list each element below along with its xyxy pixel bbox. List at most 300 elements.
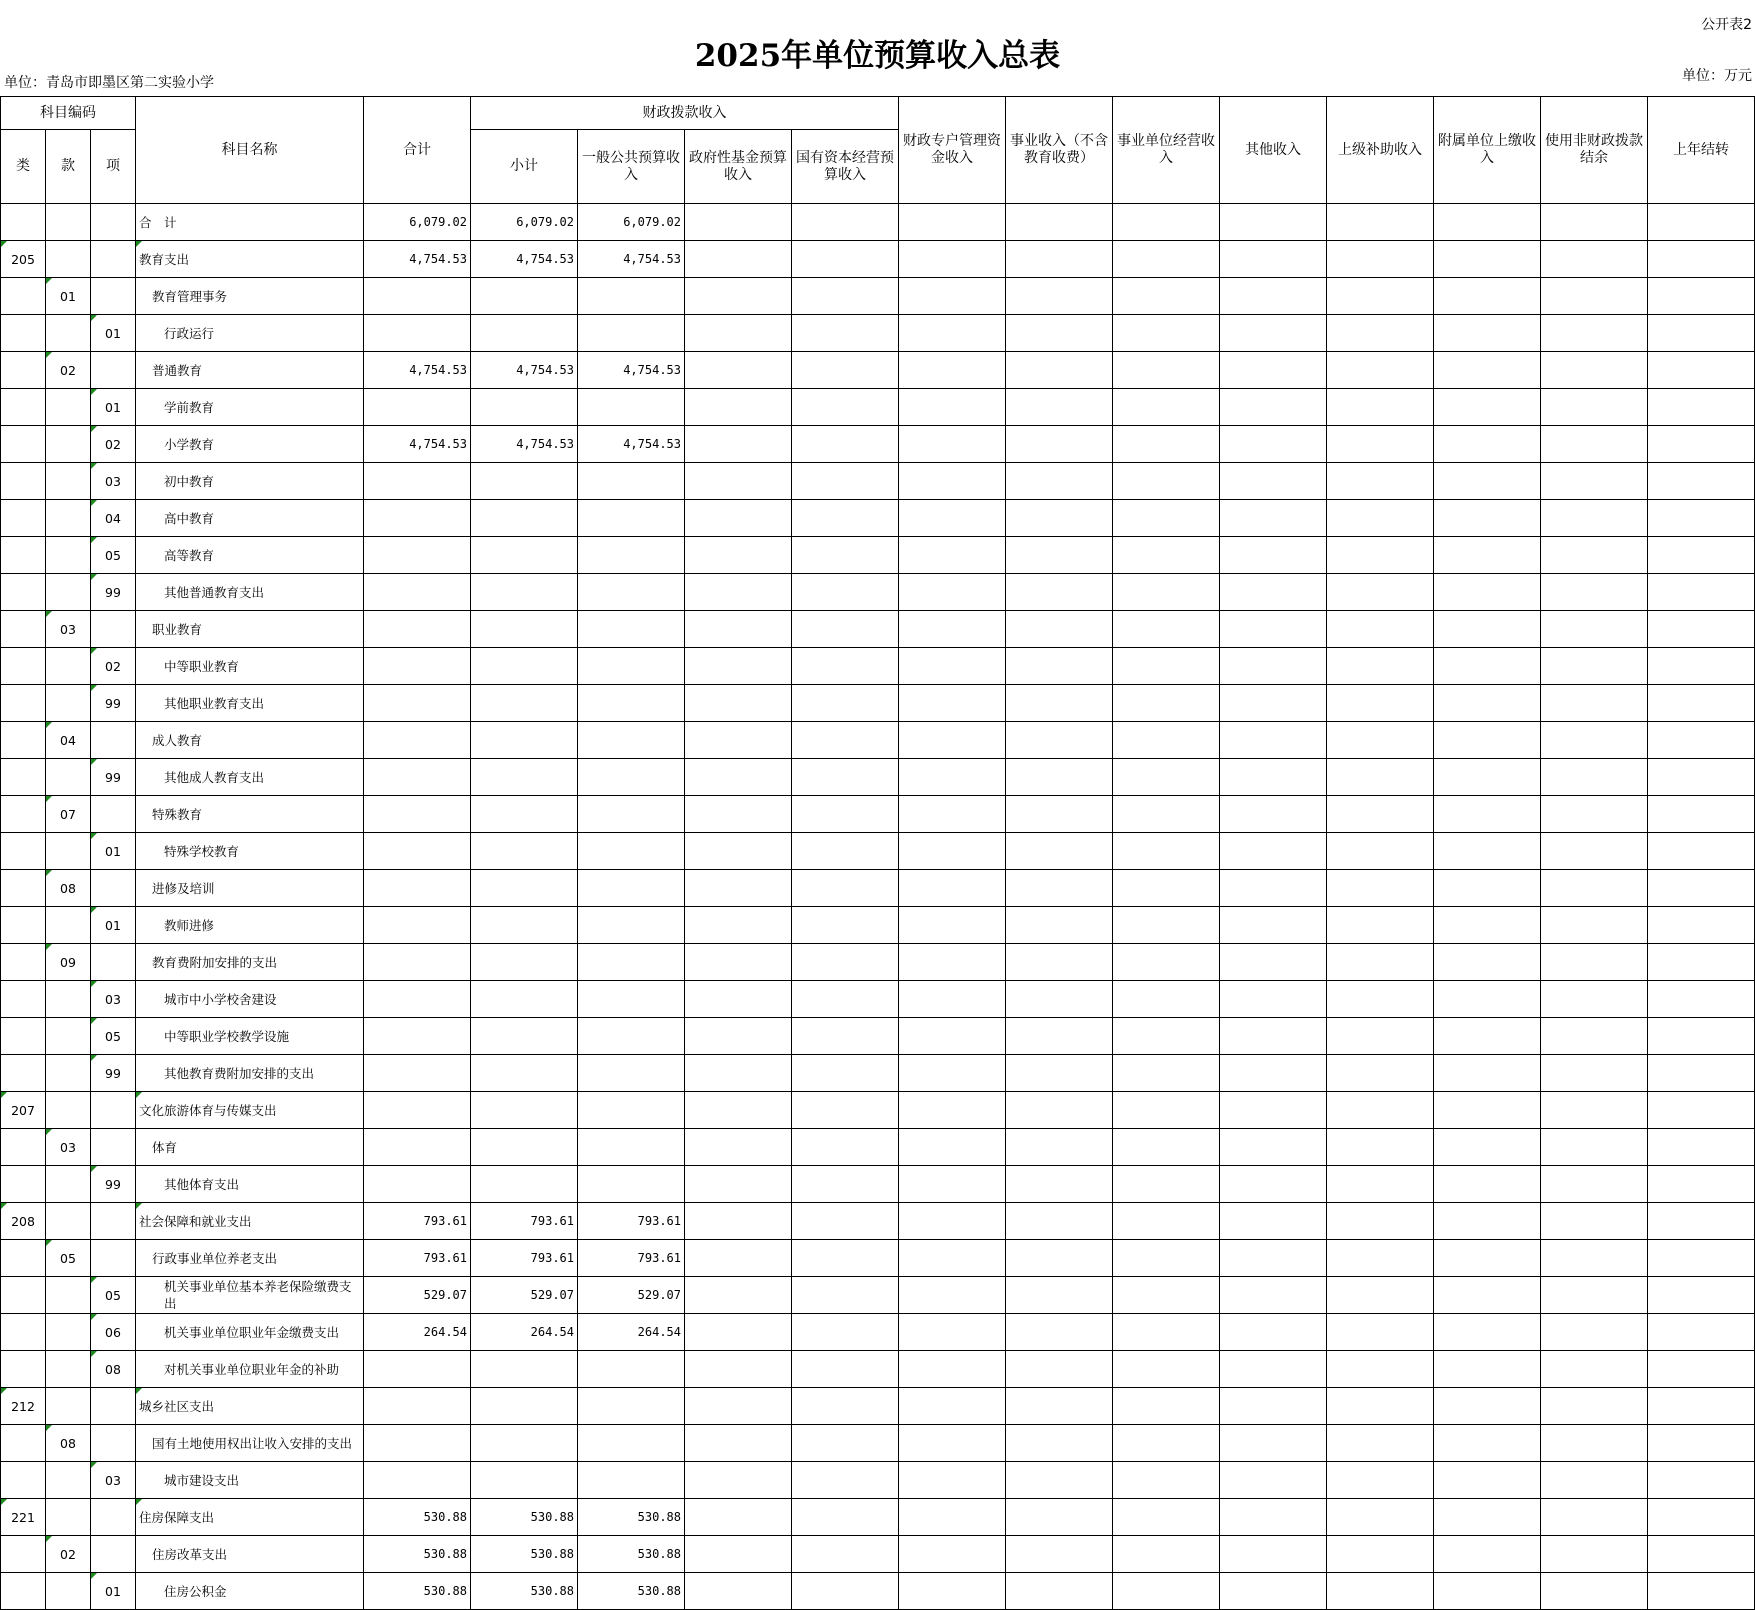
cell-empty: [1434, 1462, 1541, 1499]
table-row: [1, 1129, 1755, 1166]
cell-subtotal: 793.61: [471, 1240, 578, 1277]
table-row: [1, 722, 1755, 759]
header-subtotal: 小计: [471, 130, 578, 204]
cell-total: 530.88: [364, 1573, 471, 1610]
cell-total: [364, 722, 471, 759]
cell-empty: [1648, 944, 1755, 981]
cell-general: 6,079.02: [578, 204, 685, 241]
cell-general: [578, 722, 685, 759]
cell-kuan: 08: [46, 870, 91, 907]
cell-empty: [792, 1240, 899, 1277]
header-state-capital: 国有资本经营预算收入: [792, 130, 899, 204]
cell-name: 进修及培训: [136, 870, 364, 907]
cell-empty: [792, 870, 899, 907]
cell-name: 社会保障和就业支出: [136, 1203, 364, 1240]
cell-empty: [1327, 1277, 1434, 1314]
cell-empty: [1113, 204, 1220, 241]
cell-empty: [899, 1129, 1006, 1166]
cell-empty: [1434, 1129, 1541, 1166]
cell-empty: [1541, 1203, 1648, 1240]
cell-empty: [685, 685, 792, 722]
cell-total: 4,754.53: [364, 241, 471, 278]
cell-general: 793.61: [578, 1203, 685, 1240]
cell-empty: [899, 463, 1006, 500]
cell-empty: [1113, 1129, 1220, 1166]
cell-empty: [685, 870, 792, 907]
table-row: [1, 1462, 1755, 1499]
cell-empty: [792, 685, 899, 722]
cell-empty: [1113, 463, 1220, 500]
cell-general: [578, 1166, 685, 1203]
cell-empty: [899, 537, 1006, 574]
cell-lei: [1, 944, 46, 981]
cell-empty: [1648, 574, 1755, 611]
cell-total: [364, 463, 471, 500]
cell-empty: [1220, 204, 1327, 241]
cell-xiang: [91, 1240, 136, 1277]
cell-total: [364, 315, 471, 352]
cell-lei: [1, 796, 46, 833]
cell-empty: [1113, 1092, 1220, 1129]
table-row: [1, 278, 1755, 315]
cell-lei: [1, 722, 46, 759]
cell-kuan: [46, 1573, 91, 1610]
cell-general: 530.88: [578, 1499, 685, 1536]
cell-lei: [1, 500, 46, 537]
cell-empty: [1220, 426, 1327, 463]
cell-empty: [899, 204, 1006, 241]
cell-total: [364, 648, 471, 685]
cell-name: 教育支出: [136, 241, 364, 278]
table-row: [1, 685, 1755, 722]
cell-empty: [685, 1351, 792, 1388]
table-row: [1, 759, 1755, 796]
cell-empty: [1434, 1351, 1541, 1388]
cell-xiang: 01: [91, 389, 136, 426]
cell-subtotal: [471, 1092, 578, 1129]
cell-empty: [1327, 463, 1434, 500]
cell-empty: [899, 1351, 1006, 1388]
cell-xiang: [91, 1536, 136, 1573]
cell-empty: [685, 426, 792, 463]
cell-general: [578, 1018, 685, 1055]
cell-empty: [1006, 944, 1113, 981]
cell-general: 4,754.53: [578, 352, 685, 389]
cell-empty: [685, 944, 792, 981]
header-affiliated: 附属单位上缴收入: [1434, 97, 1541, 204]
cell-empty: [792, 796, 899, 833]
cell-total: [364, 1462, 471, 1499]
cell-lei: 208: [1, 1203, 46, 1240]
cell-empty: [899, 315, 1006, 352]
cell-lei: [1, 759, 46, 796]
cell-empty: [1434, 204, 1541, 241]
cell-general: [578, 574, 685, 611]
cell-total: [364, 759, 471, 796]
cell-empty: [1541, 352, 1648, 389]
cell-empty: [685, 611, 792, 648]
cell-name: 其他普通教育支出: [136, 574, 364, 611]
cell-empty: [899, 1573, 1006, 1610]
cell-kuan: [46, 1277, 91, 1314]
cell-xiang: [91, 1388, 136, 1425]
cell-empty: [1220, 1425, 1327, 1462]
cell-subtotal: [471, 537, 578, 574]
cell-empty: [1434, 648, 1541, 685]
cell-empty: [899, 1499, 1006, 1536]
header-superior: 上级补助收入: [1327, 97, 1434, 204]
cell-name: 机关事业单位职业年金缴费支出: [136, 1314, 364, 1351]
cell-general: 4,754.53: [578, 241, 685, 278]
cell-empty: [1541, 278, 1648, 315]
cell-empty: [1327, 315, 1434, 352]
cell-xiang: 99: [91, 1166, 136, 1203]
cell-empty: [899, 389, 1006, 426]
cell-empty: [1434, 907, 1541, 944]
header-xiang: 项: [91, 130, 136, 204]
cell-empty: [899, 685, 1006, 722]
cell-general: [578, 278, 685, 315]
cell-empty: [1434, 241, 1541, 278]
cell-empty: [1220, 1055, 1327, 1092]
cell-xiang: [91, 1499, 136, 1536]
cell-subtotal: 793.61: [471, 1203, 578, 1240]
cell-subtotal: 4,754.53: [471, 352, 578, 389]
cell-name: 机关事业单位基本养老保险缴费支出: [136, 1277, 364, 1314]
cell-empty: [1648, 1240, 1755, 1277]
cell-empty: [1113, 1055, 1220, 1092]
cell-empty: [792, 1573, 899, 1610]
cell-subtotal: 4,754.53: [471, 241, 578, 278]
cell-empty: [1327, 1166, 1434, 1203]
cell-empty: [1220, 1240, 1327, 1277]
cell-empty: [1006, 611, 1113, 648]
cell-name: 行政事业单位养老支出: [136, 1240, 364, 1277]
cell-kuan: [46, 907, 91, 944]
cell-empty: [685, 1018, 792, 1055]
cell-empty: [1434, 870, 1541, 907]
table-row: [1, 204, 1755, 241]
cell-empty: [899, 611, 1006, 648]
table-row: [1, 1240, 1755, 1277]
cell-total: [364, 278, 471, 315]
cell-subtotal: [471, 611, 578, 648]
cell-empty: [685, 796, 792, 833]
cell-empty: [899, 500, 1006, 537]
cell-empty: [1113, 1166, 1220, 1203]
cell-empty: [685, 648, 792, 685]
cell-empty: [1434, 1277, 1541, 1314]
cell-empty: [1220, 648, 1327, 685]
cell-empty: [1220, 1092, 1327, 1129]
cell-empty: [899, 759, 1006, 796]
cell-name: 城市建设支出: [136, 1462, 364, 1499]
cell-empty: [1541, 1018, 1648, 1055]
header-operating: 事业单位经营收入: [1113, 97, 1220, 204]
cell-empty: [1434, 352, 1541, 389]
cell-empty: [899, 1166, 1006, 1203]
cell-subtotal: [471, 315, 578, 352]
table-row: [1, 537, 1755, 574]
cell-lei: [1, 648, 46, 685]
cell-empty: [899, 278, 1006, 315]
cell-empty: [685, 278, 792, 315]
cell-xiang: [91, 1129, 136, 1166]
cell-empty: [1327, 426, 1434, 463]
header-gov-fund: 政府性基金预算收入: [685, 130, 792, 204]
cell-empty: [899, 907, 1006, 944]
cell-empty: [1541, 648, 1648, 685]
cell-name: 中等职业教育: [136, 648, 364, 685]
cell-empty: [1006, 648, 1113, 685]
cell-empty: [1113, 241, 1220, 278]
cell-empty: [1327, 1351, 1434, 1388]
table-row: [1, 796, 1755, 833]
cell-name: 其他教育费附加安排的支出: [136, 1055, 364, 1092]
cell-xiang: 03: [91, 981, 136, 1018]
cell-empty: [1113, 1351, 1220, 1388]
cell-empty: [1434, 1314, 1541, 1351]
cell-lei: [1, 1425, 46, 1462]
cell-empty: [899, 1240, 1006, 1277]
cell-lei: 221: [1, 1499, 46, 1536]
cell-empty: [1648, 1573, 1755, 1610]
cell-empty: [1220, 241, 1327, 278]
cell-subtotal: [471, 500, 578, 537]
cell-general: 529.07: [578, 1277, 685, 1314]
cell-empty: [1006, 1018, 1113, 1055]
cell-empty: [1541, 722, 1648, 759]
cell-empty: [899, 1092, 1006, 1129]
cell-kuan: 04: [46, 722, 91, 759]
cell-empty: [1434, 1388, 1541, 1425]
cell-name: 城市中小学校舍建设: [136, 981, 364, 1018]
cell-general: [578, 1055, 685, 1092]
cell-lei: [1, 981, 46, 1018]
cell-empty: [1113, 944, 1220, 981]
cell-empty: [1648, 426, 1755, 463]
cell-empty: [1541, 833, 1648, 870]
cell-lei: [1, 278, 46, 315]
cell-subtotal: [471, 1351, 578, 1388]
cell-kuan: [46, 1092, 91, 1129]
table-row: [1, 426, 1755, 463]
cell-empty: [899, 796, 1006, 833]
cell-subtotal: [471, 1462, 578, 1499]
cell-empty: [1220, 1166, 1327, 1203]
cell-total: [364, 500, 471, 537]
cell-empty: [792, 648, 899, 685]
cell-empty: [1648, 1277, 1755, 1314]
cell-empty: [1220, 870, 1327, 907]
cell-total: [364, 1129, 471, 1166]
cell-total: [364, 833, 471, 870]
cell-xiang: 03: [91, 1462, 136, 1499]
cell-empty: [685, 241, 792, 278]
cell-name: 教育费附加安排的支出: [136, 944, 364, 981]
cell-lei: 207: [1, 1092, 46, 1129]
cell-empty: [1006, 759, 1113, 796]
table-row: [1, 611, 1755, 648]
cell-empty: [1220, 278, 1327, 315]
cell-empty: [1327, 352, 1434, 389]
cell-empty: [685, 1425, 792, 1462]
cell-empty: [1006, 574, 1113, 611]
cell-empty: [1648, 1499, 1755, 1536]
cell-empty: [1434, 1092, 1541, 1129]
cell-empty: [1648, 611, 1755, 648]
cell-subtotal: [471, 907, 578, 944]
cell-empty: [685, 1536, 792, 1573]
cell-kuan: [46, 315, 91, 352]
table-body: [1, 204, 1755, 1610]
cell-empty: [1541, 685, 1648, 722]
cell-empty: [1113, 278, 1220, 315]
cell-general: [578, 611, 685, 648]
cell-empty: [1113, 537, 1220, 574]
cell-empty: [1327, 389, 1434, 426]
cell-empty: [899, 1536, 1006, 1573]
cell-empty: [1113, 833, 1220, 870]
cell-general: [578, 833, 685, 870]
cell-empty: [1434, 315, 1541, 352]
cell-empty: [1327, 1203, 1434, 1240]
cell-empty: [685, 722, 792, 759]
cell-empty: [1648, 796, 1755, 833]
header-code-group: 科目编码: [1, 97, 136, 130]
cell-empty: [1541, 1573, 1648, 1610]
cell-lei: [1, 1351, 46, 1388]
cell-lei: [1, 537, 46, 574]
cell-empty: [1006, 1092, 1113, 1129]
cell-empty: [1648, 241, 1755, 278]
cell-subtotal: 264.54: [471, 1314, 578, 1351]
cell-empty: [1327, 1388, 1434, 1425]
cell-empty: [1006, 1573, 1113, 1610]
cell-empty: [685, 500, 792, 537]
cell-empty: [1220, 611, 1327, 648]
cell-subtotal: [471, 833, 578, 870]
cell-empty: [792, 981, 899, 1018]
cell-subtotal: [471, 796, 578, 833]
cell-empty: [685, 1314, 792, 1351]
cell-empty: [1220, 315, 1327, 352]
cell-empty: [685, 315, 792, 352]
header-business: 事业收入（不含教育收费）: [1006, 97, 1113, 204]
cell-empty: [1541, 574, 1648, 611]
cell-lei: [1, 1462, 46, 1499]
cell-total: [364, 537, 471, 574]
cell-empty: [899, 352, 1006, 389]
cell-empty: [792, 1166, 899, 1203]
cell-empty: [1434, 1573, 1541, 1610]
cell-empty: [899, 1462, 1006, 1499]
cell-lei: [1, 463, 46, 500]
cell-total: 793.61: [364, 1240, 471, 1277]
cell-xiang: 01: [91, 833, 136, 870]
header-general: 一般公共预算收入: [578, 130, 685, 204]
cell-empty: [1327, 1129, 1434, 1166]
cell-empty: [1434, 685, 1541, 722]
cell-general: [578, 907, 685, 944]
cell-empty: [1327, 241, 1434, 278]
unit-label: 单位：青岛市即墨区第二实验小学: [4, 75, 214, 91]
cell-subtotal: [471, 1425, 578, 1462]
cell-empty: [792, 907, 899, 944]
cell-empty: [792, 352, 899, 389]
cell-empty: [1220, 389, 1327, 426]
cell-lei: 212: [1, 1388, 46, 1425]
cell-kuan: [46, 833, 91, 870]
cell-empty: [1006, 204, 1113, 241]
cell-name: 教育管理事务: [136, 278, 364, 315]
cell-empty: [1220, 1462, 1327, 1499]
cell-empty: [1220, 1314, 1327, 1351]
cell-kuan: 09: [46, 944, 91, 981]
table-row: [1, 944, 1755, 981]
cell-empty: [1648, 1092, 1755, 1129]
cell-empty: [1648, 833, 1755, 870]
cell-name: 职业教育: [136, 611, 364, 648]
cell-total: [364, 1425, 471, 1462]
cell-kuan: [46, 1055, 91, 1092]
cell-general: 4,754.53: [578, 426, 685, 463]
cell-subtotal: 530.88: [471, 1499, 578, 1536]
cell-kuan: [46, 426, 91, 463]
header-special-account: 财政专户管理资金收入: [899, 97, 1006, 204]
cell-subtotal: 4,754.53: [471, 426, 578, 463]
cell-empty: [1006, 1203, 1113, 1240]
cell-xiang: [91, 1425, 136, 1462]
cell-xiang: [91, 1203, 136, 1240]
cell-kuan: [46, 500, 91, 537]
table-row: [1, 1536, 1755, 1573]
cell-empty: [1220, 1499, 1327, 1536]
cell-empty: [1220, 1388, 1327, 1425]
cell-empty: [792, 1314, 899, 1351]
cell-general: [578, 759, 685, 796]
cell-total: [364, 1018, 471, 1055]
cell-empty: [1648, 1462, 1755, 1499]
cell-empty: [792, 500, 899, 537]
cell-empty: [1220, 1129, 1327, 1166]
cell-xiang: [91, 722, 136, 759]
header-fiscal-group: 财政拨款收入: [471, 97, 899, 130]
cell-empty: [1541, 1166, 1648, 1203]
cell-xiang: [91, 278, 136, 315]
cell-total: [364, 796, 471, 833]
cell-empty: [1220, 1351, 1327, 1388]
cell-empty: [1113, 1277, 1220, 1314]
cell-subtotal: [471, 1129, 578, 1166]
cell-empty: [1541, 1277, 1648, 1314]
cell-total: [364, 1351, 471, 1388]
cell-subtotal: 530.88: [471, 1536, 578, 1573]
cell-empty: [1648, 1055, 1755, 1092]
cell-xiang: 06: [91, 1314, 136, 1351]
cell-empty: [1327, 833, 1434, 870]
cell-name: 中等职业学校教学设施: [136, 1018, 364, 1055]
cell-empty: [1220, 1277, 1327, 1314]
cell-empty: [792, 426, 899, 463]
cell-subtotal: [471, 981, 578, 1018]
cell-empty: [1541, 611, 1648, 648]
table-row: [1, 389, 1755, 426]
cell-empty: [1434, 1018, 1541, 1055]
cell-empty: [1541, 796, 1648, 833]
cell-empty: [792, 278, 899, 315]
table-row: [1, 1018, 1755, 1055]
